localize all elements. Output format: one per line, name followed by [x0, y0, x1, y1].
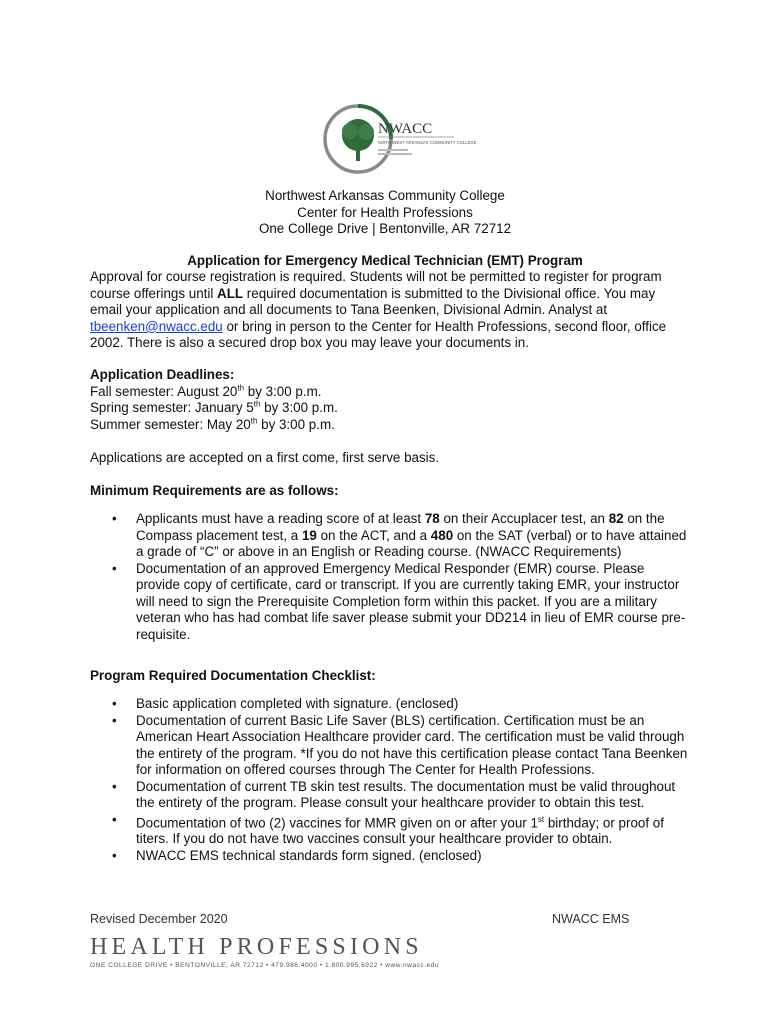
intro-text-3: or bring in person to the Center for Health Professions, second floor, office 2002. There is also a secured drop box you may leave your documents in. — [90, 318, 667, 351]
department-label: NWACC EMS — [552, 912, 630, 926]
intro-text-1: Approval for course registration is required. Students will not be permitted to register for program course offerings until — [90, 269, 662, 301]
deadline-summer: Summer semester: May 20th by 3:00 p.m. — [90, 416, 335, 432]
footer-address: ONE COLLEGE DRIVE • BENTONVILLE, AR 72712 • 479.986.4000 • 1.800.995.6922 • www.nwacc.edu — [90, 962, 440, 969]
college-name: Northwest Arkansas Community College — [265, 188, 505, 203]
email-link[interactable]: tbeenken@nwacc.edu — [90, 318, 223, 334]
intro-all-bold: ALL — [217, 285, 244, 301]
bullet-icon: • — [112, 712, 117, 728]
bullet-icon: • — [112, 696, 117, 711]
bullet-icon: • — [112, 811, 117, 827]
list-item: • Basic application completed with signature. (enclosed) — [112, 696, 459, 711]
bullet-icon: • — [112, 778, 117, 794]
list-item: • Documentation of current Basic Life Saver (BLS) certification. Certification must be an American Heart Association Healthcare provider card. The certification must be valid through the entirety of the program. *If you do not have this certification please contact Tana Beenken for information on offered courses through The Center for Health Professions. — [112, 712, 688, 777]
logo-subtitle: NORTHWEST ARKANSAS COMMUNITY COLLEGE — [378, 140, 477, 145]
bullet-icon: • — [112, 511, 117, 526]
first-come-note: Applications are accepted on a first come, first serve basis. — [90, 450, 440, 465]
revision-date: Revised December 2020 — [90, 912, 228, 926]
list-item: • Documentation of two (2) vaccines for MMR given on or after your 1st birthday; or proof of titers. If you do not have two vaccines consult your healthcare provider to obtain. — [112, 811, 664, 847]
list-item: • Documentation of an approved Emergency Medical Responder (EMR) course. Please provide copy of certificate, card or transcript. If you are currently taking EMR, your instructor will need to sign the Prerequisite Completion form within this packet. If you are a military veteran who has had combat life saver please submit your DD214 in lieu of EMR course pre-requisite. — [112, 560, 686, 642]
deadline-fall: Fall semester: August 20th by 3:00 p.m. — [90, 383, 322, 399]
bullet-icon: • — [112, 560, 117, 576]
intro-text-2: required documentation is submitted to the Divisional office. You may email your application and all documents to Tana Beenken, Divisional Admin. Analyst at — [90, 285, 656, 318]
documentation-checklist — [90, 696, 690, 864]
minimum-requirements-list — [90, 511, 690, 643]
checklist-heading: Program Required Documentation Checklist: — [90, 668, 376, 683]
list-item: • NWACC EMS technical standards form signed. (enclosed) — [112, 847, 482, 863]
center-name: Center for Health Professions — [297, 204, 473, 220]
logo-wordmark: NWACC — [378, 121, 433, 137]
health-professions-banner: HEALTH PROFESSIONS — [90, 934, 423, 960]
application-deadlines — [90, 367, 690, 433]
nwacc-logo — [322, 103, 482, 175]
list-item: • Applicants must have a reading score of at least 78 on their Accuplacer test, an 82 on the Compass placement test, a 19 on the ACT, and a 480 on the SAT (verbal) or to have attained a grade of “C” or above in an English or Reading course. (NWACC Requirements) — [112, 511, 687, 559]
application-title: Application for Emergency Medical Technician (EMT) Program — [187, 253, 583, 268]
minimum-requirements-heading: Minimum Requirements are as follows: — [90, 483, 339, 498]
bullet-icon: • — [112, 847, 117, 863]
nwacc-logo-graphic — [322, 103, 482, 175]
deadline-spring: Spring semester: January 5th by 3:00 p.m. — [90, 399, 338, 416]
deadlines-heading: Application Deadlines: — [90, 367, 235, 382]
intro-paragraph — [90, 269, 690, 352]
college-address: One College Drive | Bentonville, AR 72712 — [258, 221, 512, 236]
college-header — [0, 188, 770, 238]
list-item: • Documentation of current TB skin test results. The documentation must be valid throughout the entirety of the program. Please consult your healthcare provider to obtain this test. — [112, 778, 676, 810]
